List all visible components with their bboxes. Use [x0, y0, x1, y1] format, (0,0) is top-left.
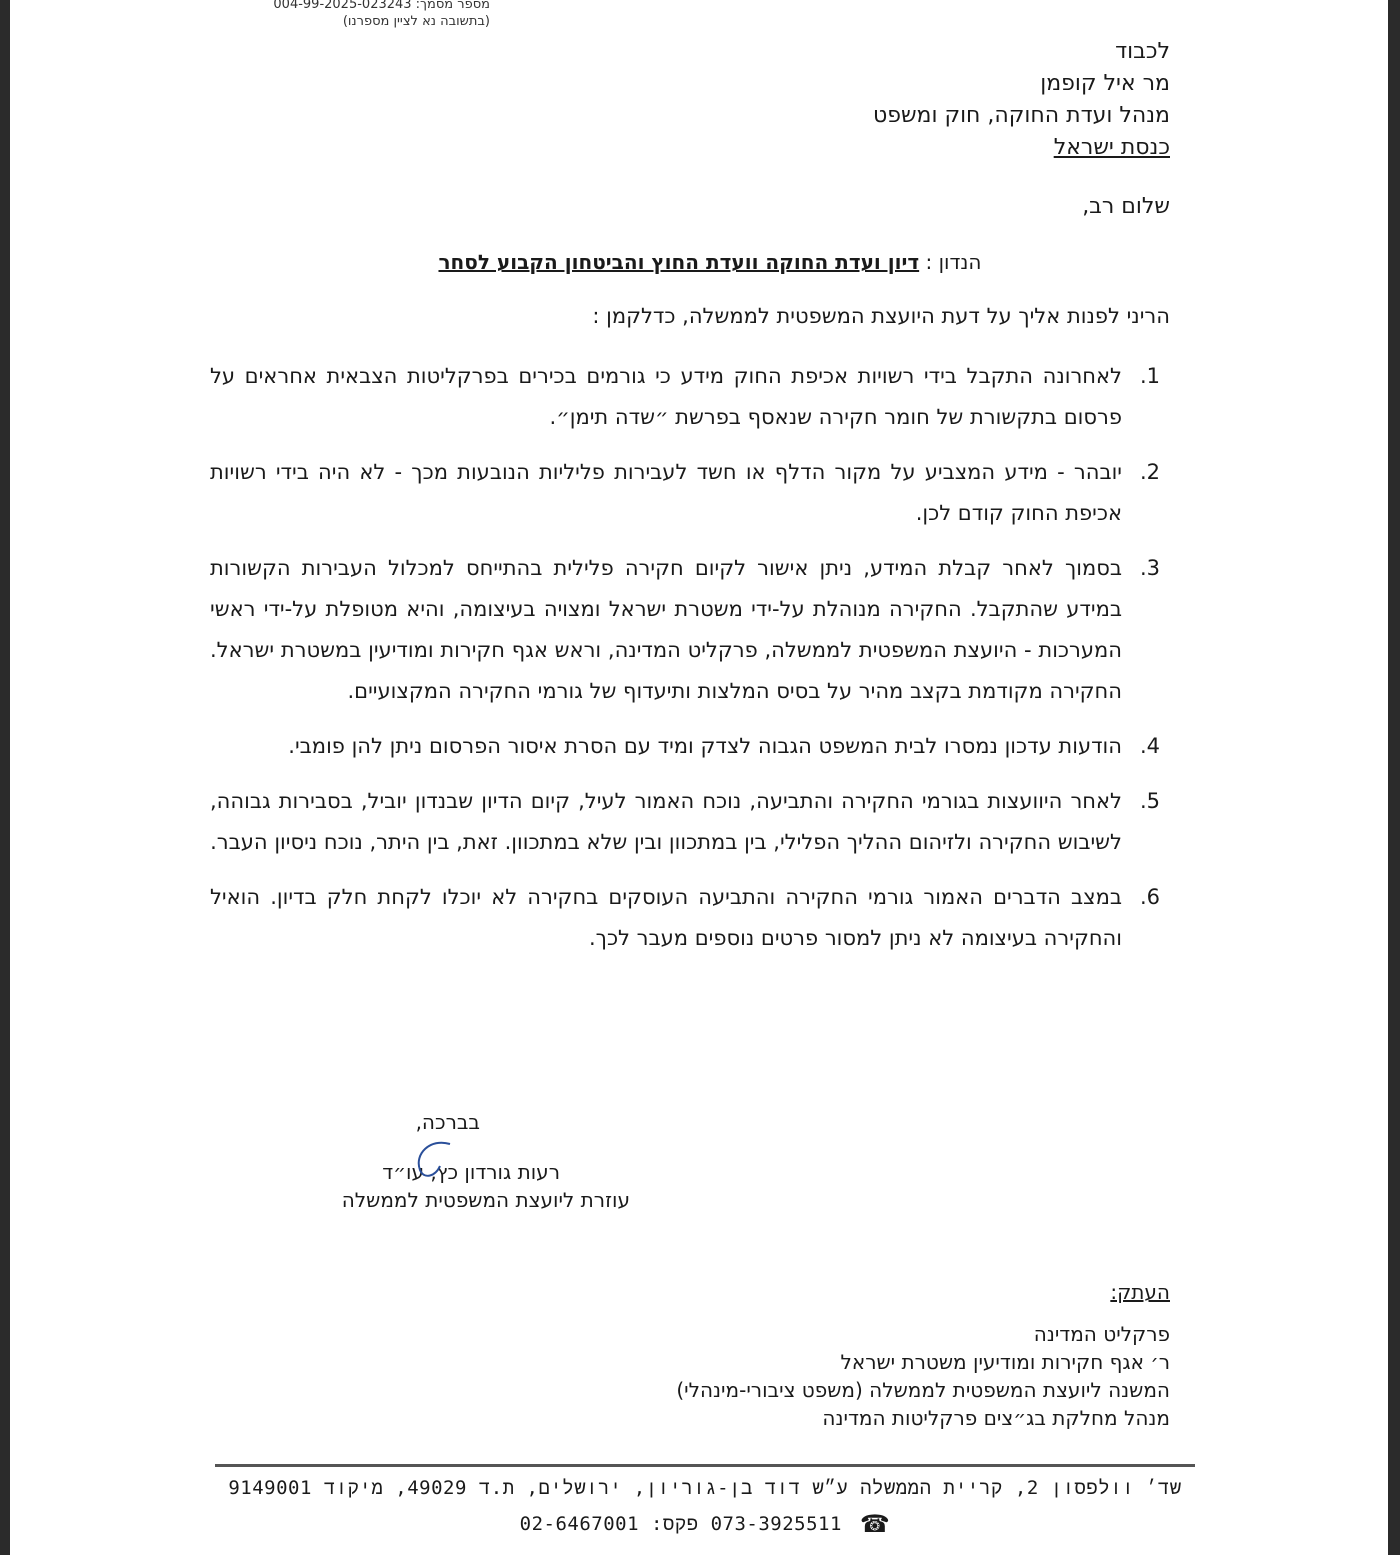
- greeting: שלום רב,: [1082, 194, 1170, 219]
- item-text: במצב הדברים האמור גורמי החקירה והתביעה העוסקים בחקירה לא יוכלו לקחת חלק בדיון. הואיל והחקירה בעיצומה לא ניתן למסור פרטים נוספים מעבר לכך.: [210, 885, 1122, 950]
- file-number: מספר מסמך: 004-99-2025-023243: [273, 0, 490, 12]
- cc-line: פרקליט המדינה: [1033, 1322, 1170, 1346]
- signer-title: עוזרת ליועצת המשפטית לממשלה: [341, 1188, 630, 1212]
- footer-phone: 073-3925511: [710, 1513, 842, 1535]
- footer-divider: [215, 1464, 1195, 1467]
- list-item: [210, 781, 1170, 863]
- subject-label: הנדון :: [925, 250, 982, 274]
- item-number: .1: [1140, 364, 1161, 388]
- addressee-role: מנהל ועדת החוקה, חוק ומשפט: [872, 103, 1170, 128]
- list-item: [210, 726, 1170, 767]
- item-number: .4: [1140, 734, 1161, 758]
- intro-paragraph: הריני לפנות אליך על דעת היועצת המשפטית לממשלה, כדלקמן :: [592, 304, 1170, 328]
- list-item: [210, 877, 1170, 959]
- item-number: .3: [1140, 556, 1161, 580]
- document-page: [10, 0, 1388, 1555]
- addressee-institution: כנסת ישראל: [1053, 135, 1170, 160]
- item-text: בסמוך לאחר קבלת המידע, ניתן אישור לקיום חקירה פלילית בהתייחס למכלול העבירות הקשורות במידע שהתקבל. החקירה מנוהלת על-ידי משטרת ישראל ומצויה בעיצומה, והיא מטופלת על-ידי ראשי המערכות - היועצת המשפטית לממשלה, פרקליט המדינה, וראש אגף חקירות ומודיעין במשטרת ישראל. החקירה מקודמת בקצב מהיר על בסיס המלצות ותיעדוף של גורמי החקירה המקצועיים.: [210, 556, 1122, 703]
- right-frame-border: [1388, 0, 1400, 1555]
- list-item: [210, 452, 1170, 534]
- handwritten-signature: [410, 1136, 470, 1186]
- item-number: .6: [1140, 885, 1161, 909]
- footer-fax: פקס: 02-6467001: [519, 1513, 699, 1535]
- cc-line: ר׳ אגף חקירות ומודיעין משטרת ישראל: [840, 1350, 1170, 1374]
- item-text: הודעות עדכון נמסרו לבית המשפט הגבוה לצדק ומיד עם הסרת איסור הפרסום ניתן להן פומבי.: [288, 734, 1122, 758]
- subject-line: [400, 250, 1020, 274]
- item-number: .5: [1140, 789, 1161, 813]
- item-text: לאחר היוועצות בגורמי החקירה והתביעה, נוכח האמור לעיל, קיום הדיון שבנדון יוביל, בסבירות גבוהה, לשיבוש החקירה ולזיהום ההליך הפלילי, בין במתכוון ובין שלא במתכוון. זאת, בין היתר, נוכח ניסיון העבר.: [210, 789, 1122, 854]
- footer-address: שד׳ וולפסון 2, קריית הממשלה ע״ש דוד בן-גוריון, ירושלים, ת.ד 49029, מיקוד 9149001: [228, 1477, 1182, 1499]
- item-text: לאחרונה התקבל בידי רשויות אכיפת החוק מידע כי גורמים בכירים בפרקליטות הצבאית אחראים על פרסום בתקשורת של חומר חקירה שנאסף בפרשת ״שדה תימן״.: [210, 364, 1122, 429]
- cc-title: העתק:: [1110, 1280, 1170, 1304]
- cc-block: [470, 1278, 1170, 1432]
- cc-line: המשנה ליועצת המשפטית לממשלה (משפט ציבורי-מינהלי): [676, 1378, 1170, 1402]
- left-frame-border: [0, 0, 10, 1555]
- file-number-note: (בתשובה נא לציין מספרנו): [342, 14, 490, 29]
- item-text: יובהר - מידע המצביע על מקור הדלף או חשד לעבירות פליליות הנובעות מכך - לא היה בידי רשויות אכיפת החוק קודם לכן.: [210, 460, 1122, 525]
- closing: בברכה,: [415, 1110, 480, 1134]
- addressee-name: מר איל קופמן: [1040, 71, 1170, 96]
- telephone-icon: ☎: [859, 1510, 891, 1538]
- item-number: .2: [1140, 460, 1161, 484]
- addressee-block: [570, 36, 1170, 164]
- footer-contact: [215, 1506, 1195, 1542]
- addressee-salutation: לכבוד: [1115, 39, 1170, 64]
- file-number-block: [220, 0, 490, 30]
- numbered-list: [210, 356, 1170, 973]
- list-item: [210, 548, 1170, 712]
- cc-line: מנהל מחלקת בג״צים פרקליטות המדינה: [822, 1406, 1170, 1430]
- footer: [215, 1470, 1195, 1542]
- signer-name: רעות גורדון כץ, עו״ד: [382, 1160, 560, 1184]
- subject-text: דיון ועדת החוקה וועדת החוץ והביטחון הקבוע לסחר: [438, 250, 920, 274]
- list-item: [210, 356, 1170, 438]
